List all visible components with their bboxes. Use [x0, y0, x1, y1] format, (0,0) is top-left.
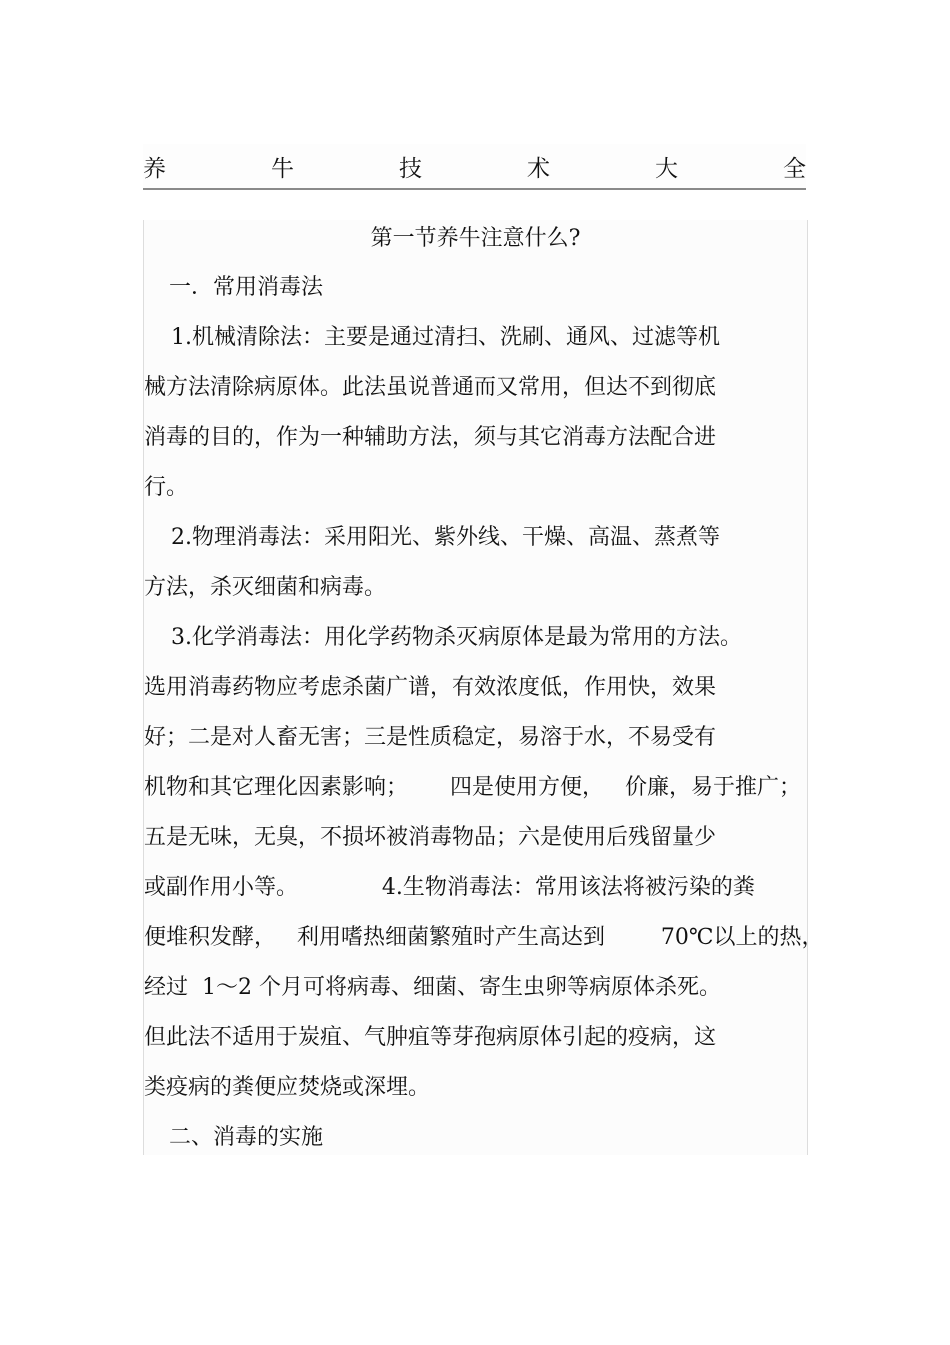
paragraph-line: 3.化学消毒法：用化学药物杀灭病原体是最为常用的方法。	[171, 625, 742, 650]
paragraph-line: 1.机械清除法：主要是通过清扫、洗刷、通风、过滤等机	[171, 325, 720, 350]
section-title: 第一节养牛注意什么?	[370, 226, 581, 251]
title-char: 养	[143, 155, 166, 182]
title-char: 术	[527, 155, 550, 182]
paragraph-line: 2.物理消毒法：采用阳光、紫外线、干燥、高温、蒸煮等	[171, 525, 720, 550]
paragraph-line: 好；二是对人畜无害；三是性质稳定，易溶于水，不易受有	[144, 725, 717, 750]
heading-disinfection-methods: 一．常用消毒法	[169, 275, 324, 300]
document-title	[143, 144, 806, 190]
paragraph-line: 械方法清除病原体。此法虽说普通而又常用，但达不到彻底	[144, 375, 717, 400]
paragraph-line: 方法，杀灭细菌和病毒。	[144, 575, 387, 600]
title-char: 全	[783, 155, 806, 182]
paragraph-line: 经过 1～2 个月可将病毒、细菌、寄生虫卵等病原体杀死。	[144, 975, 721, 1000]
heading-disinfection-implementation: 二、消毒的实施	[169, 1125, 324, 1150]
title-char: 技	[399, 155, 422, 182]
paragraph-line: 类疫病的粪便应焚烧或深埋。	[144, 1075, 431, 1100]
paragraph-line: 机物和其它理化因素影响； 四是使用方便， 价廉，易于推广；	[144, 775, 801, 800]
paragraph-line: 或副作用小等。 4.生物消毒法：常用该法将被污染的粪	[144, 875, 755, 900]
paragraph-line: 行。	[144, 475, 189, 500]
paragraph-line: 但此法不适用于炭疽、气肿疽等芽孢病原体引起的疫病，这	[144, 1025, 717, 1050]
paragraph-line: 选用消毒药物应考虑杀菌广谱，有效浓度低，作用快，效果	[144, 675, 717, 700]
title-char: 大	[655, 155, 678, 182]
title-char: 牛	[271, 155, 294, 182]
paragraph-line: 消毒的目的，作为一种辅助方法，须与其它消毒方法配合进	[144, 425, 717, 450]
paragraph-line: 便堆积发酵， 利用嗜热细菌繁殖时产生高达到 70℃以上的热，	[144, 925, 824, 950]
paragraph-line: 五是无味，无臭，不损坏被消毒物品；六是使用后残留量少	[144, 825, 717, 850]
content-area	[143, 220, 824, 1155]
